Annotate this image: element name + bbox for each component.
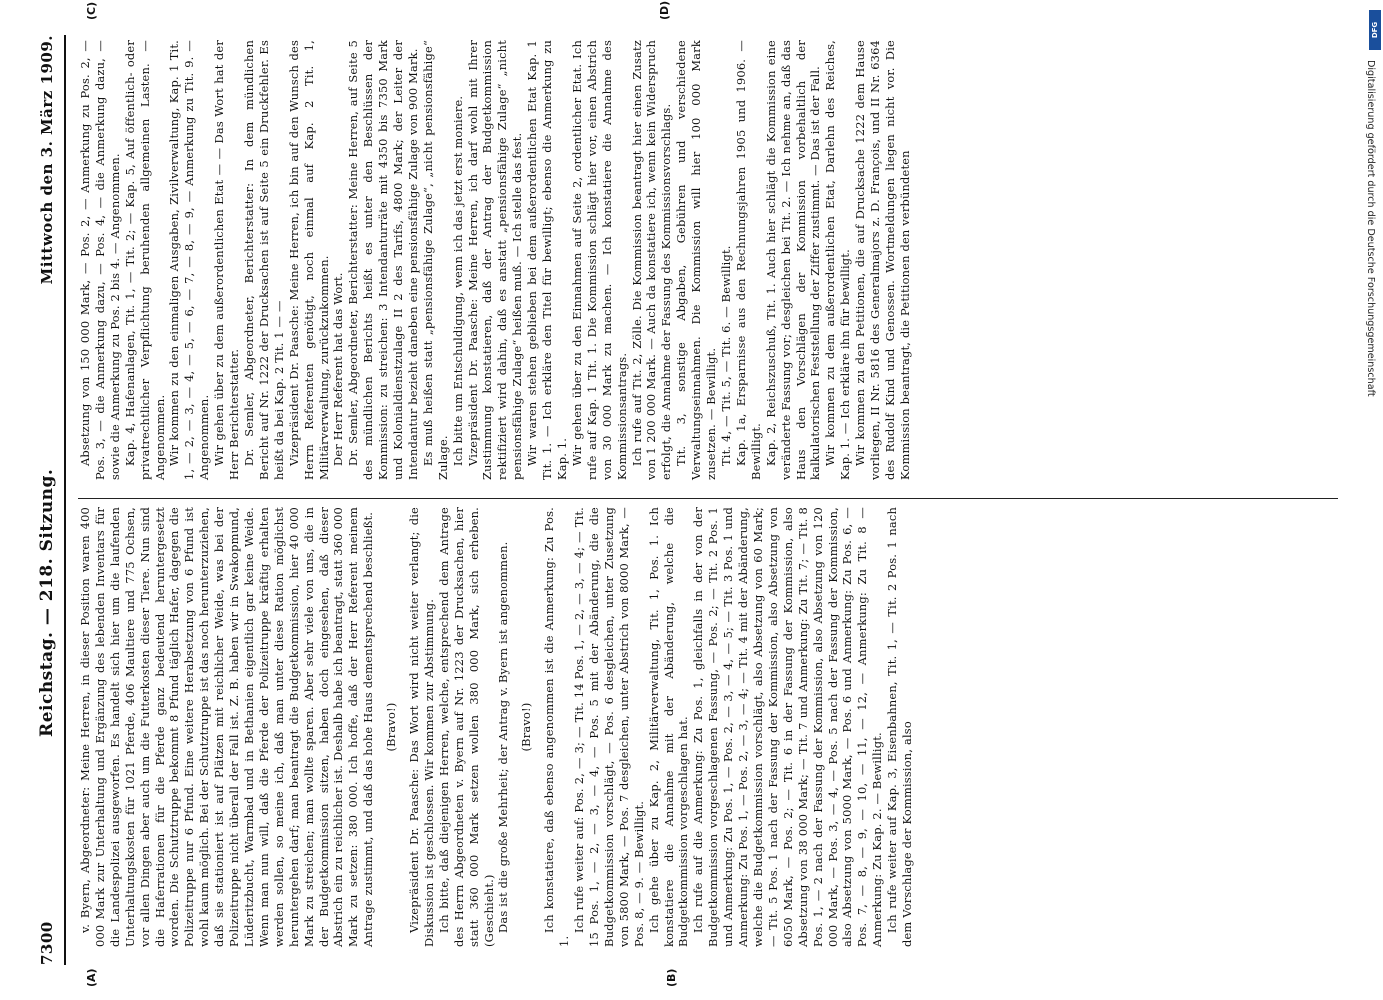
margin-marker-d: (D) <box>658 0 671 20</box>
paragraph: Vizepräsident Dr. Paasche: Das Wort wird nicht weiter verlangt; die Diskussion ist geschlossen. Wir kommen zur Abstimmung. <box>407 507 436 947</box>
paragraph: Ich rufe weiter auf: Pos. 2, — 3; — Tit. 14 Pos. 1, — 2, — 3, — 4; — Tit. 15 Pos. 1, — 2, — 3, — 4, — Pos. 5 mit der Abänderung, die die Budgetkommission vorschlägt, — Pos. 6 desgleichen, unter Zusetzung von 5800 Mark, — Pos. 7 desgleichen, unter Abstrich von 8000 Mark, — Pos. 8, — 9. — Bewilligt. <box>572 507 646 947</box>
funding-note: Digitalisierung gefördert durch die Deutsche Forschungsgemeinschaft <box>1365 60 1376 397</box>
paragraph: Dr. Semler, Abgeordneter, Berichterstatter: In dem mündlichen Bericht auf Nr. 1222 der Drucksachen ist auf Seite 5 ein Druckfehler. Es heißt da bei Kap. 2 Tit. 1 — — <box>241 40 286 480</box>
paragraph: Ich bitte um Entschuldigung, wenn ich das jetzt erst moniere. <box>450 95 465 466</box>
paragraph: Ich rufe weiter auf Kap. 3, Eisenbahnen, Tit. 1, — Tit. 2 Pos. 1 nach dem Vorschlage der Kommission, also <box>885 507 915 947</box>
session-date: Mittwoch den 3. März 1909. <box>38 35 56 285</box>
page-header <box>30 35 66 965</box>
session-title: Reichstag. — 218. Sitzung. <box>37 468 57 737</box>
paragraph: Wir kommen zu den Petitionen, die auf Drucksache 1222 dem Hause vorliegen, II Nr. 5816 des Generalmajors z. D. François, und II Nr. 6364 des Rudolf Kind und Genossen. Wortmeldungen liegen nicht vor. Die Kommission beantragt, die Petitionen den verbündeten <box>853 40 912 480</box>
paragraph: Wir kommen zu den einmaligen Ausgaben, Zivilverwaltung, Kap. 1 Tit. 1, — 2, — 3, — 4, — 5, — 6, — 7, — 8, — 9, — Anmerkung zu Tit. 9. — Angenommen. <box>167 40 212 480</box>
paragraph: Wir gehen über zu dem außerordentlichen Etat — — Das Wort hat der Herr Berichterstatter. <box>212 40 242 480</box>
column-divider <box>78 498 1338 499</box>
paragraph: v. Byern, Abgeordneter: Meine Herren, in dieser Position waren 400 000 Mark zur Unterhaltung und Ergänzung des lebenden Inventars für die Landespolizei ausgeworfen. Es handelt sich hier um die laufenden Unterhaltungskosten für 1021 Pferde, 406 Maultiere und 775 Ochsen, vor allen Dingen aber auch um die Futterkosten dieser Tiere. Nun sind die Haferrationen für die Pferde ganz bedeutend heruntergesetzt worden. Die Schutztruppe bekommt 8 Pfund täglich Hafer, dagegen die Polizeitruppe nur 6 Pfund. Eine weitere Herabsetzung von 6 Pfund ist wohl kaum möglich. Bei der Schutztruppe ist das noch herunterzuziehen, daß sie stationiert ist auf Plätzen mit reichlicher Weide, was bei der Polizeitruppe nicht überall der Fall ist. Z. B. haben wir in Swakopmund, Lüderitzbucht, Warmbad und in Bethanien eigentlich gar keine Weide. Wenn man nun will, daß die Pferde der Polizeitruppe kräftig erhalten werden sollen, so meine ich, daß man unter diese Ration möglichst heruntergehen darf; man beantragt die Budgetkommission, hier 40 000 Mark zu streichen; man wollte sparen. Aber sehr viele von uns, die in der Budgetkommission sitzen, haben doch eingesehen, daß dieser Abstrich ein zu reichlicher ist. Deshalb habe ich beantragt, statt 360 000 Mark zu setzen: 380 000. Ich hoffe, daß der Herr Referent meinem Antrage zustimmt, und daß das hohe Haus dementsprechend beschließt. <box>78 507 376 947</box>
left-column <box>78 507 915 947</box>
paragraph: Ich konstatiere, daß ebenso angenommen ist die Anmerkung: Zu Pos. 1. <box>542 507 572 947</box>
paragraph: Ich bitte, daß diejenigen Herren, welche, entsprechend dem Antrage des Herrn Abgeordneten v. Byern auf Nr. 1223 der Drucksachen, hier statt 360 000 Mark setzen wollen 380 000 Mark, sich erheben. (Geschieht.) <box>436 507 496 947</box>
paragraph: Ich rufe auf Tit. 2, Zölle. Die Kommission beantragt hier einen Zusatz von 1 200 000 Mark. — Auch da konstatiere ich, wenn kein Widerspruch erfolgt, die Annahme der Fassung des Kommissionsvorschlags. <box>629 40 674 480</box>
paragraph: Wir kommen zu dem außerordentlichen Etat, Darlehn des Reiches, Kap. 1. — Ich erkläre ihn für bewilligt. <box>823 40 853 480</box>
paragraph: Absetzung von 150 000 Mark, — Pos. 2, — Anmerkung zu Pos. 2, — Pos. 3, — die Anmerkung dazu, — Pos. 4, — die Anmerkung dazu, — sowie die Anmerkung zu Pos. 2 bis 4. — Angenommen. <box>78 40 122 480</box>
dfg-logo-text: DFG <box>1371 21 1379 39</box>
paragraph: Vizepräsident Dr. Paasche: Meine Herren, ich bin auf den Wunsch des Herrn Referenten genötigt, noch einmal auf Kap. 2 Tit. 1, Militärverwaltung, zurückzukommen. <box>286 40 331 480</box>
paragraph: Kap. 1a, Ersparnisse aus den Rechnungsjahren 1905 und 1906. — Bewilligt. <box>733 40 763 480</box>
margin-marker-c: (C) <box>85 1 98 20</box>
rotated-page <box>30 0 1350 987</box>
paragraph: Kap. 4, Hafenanlagen, Tit. 1, — Tit. 2; — Kap. 5, Auf öffentlich- oder privatrechtlicher Verpflichtung beruhenden allgemeinen Lasten. — Angenommen. <box>122 40 167 480</box>
page-number: 7300 <box>38 921 56 965</box>
paragraph: Tit. 4, — Tit. 5, — Tit. 6. — Bewilligt. <box>718 245 733 466</box>
paragraph: Der Herr Referent hat das Wort. <box>331 272 346 466</box>
paragraph: Wir waren stehen geblieben bei dem außerordentlichen Etat Kap. 1 Tit. 1. — Ich erkläre den Titel für bewilligt; ebenso die Anmerkung zu Kap. 1. <box>525 40 569 480</box>
paragraph: Dr. Semler, Abgeordneter, Berichterstatter: Meine Herren, auf Seite 5 des mündlichen Berichts heißt es unter den Beschlüssen der Kommission: zu streichen: 3 Intendanturräte mit 4350 bis 7350 Mark und Kolonialdienstzulage II 2 des Tarifs, 4800 Mark; der Leiter der Intendantur bezieht daneben eine pensionsfähige Zulage von 900 Mark. <box>346 40 420 480</box>
paragraph: Tit. 3, sonstige Abgaben, Gebühren und verschiedene Verwaltungseinnahmen. Die Kommission will hier 100 000 Mark zusetzen. — Bewilligt. <box>674 40 719 480</box>
paragraph: Das ist die große Mehrheit; der Antrag v. Byern ist angenommen. <box>496 541 511 933</box>
paragraph: Ich rufe auf die Anmerkung: Zu Pos. 1, gleichfalls in der von der Budgetkommission vorgeschlagenen Fassung, — Pos. 2; — Tit. 2 Pos. 1 und Anmerkung: Zu Pos. 1, — Pos. 2, — 3, — 4, — 5; — Tit. 3 Pos. 1 und Anmerkung: Zu Pos. 1, — Pos. 2, — 3, — 4; — Tit. 4 mit der Abänderung, welche die Budgetkommission vorschlägt, also Absetzung von 60 Mark; — Tit. 5 Pos. 1 nach der Fassung der Kommission, also Absetzung von 6050 Mark, — Pos. 2; — Tit. 6 in der Fassung der Kommission, also Absetzung von 38 000 Mark; — Tit. 7 und Anmerkung: Zu Tit. 7; — Tit. 8 Pos. 1, — 2 nach der Fassung der Kommission, also Absetzung von 120 000 Mark, — Pos. 3, — 4, — Pos. 5 nach der Fassung der Kommission, also Absetzung von 5000 Mark, — Pos. 6 und Anmerkung: Zu Pos. 6, — Pos. 7, — 8, — 9, — 10, — 11, — 12, — Anmerkung: Zu Tit. 8 — Anmerkung: Zu Kap. 2. — Bewilligt. <box>691 507 885 947</box>
paragraph: Es muß heißen statt „pensionsfähige Zulage“, „nicht pensionsfähige“ Zulage. <box>420 40 450 480</box>
paragraph: Vizepräsident Dr. Paasche: Meine Herren, ich darf wohl mit Ihrer Zustimmung konstatieren, daß der Antrag der Budgetkommission rektifiziert wird dahin, daß es anstatt „pensionsfähige Zulage“ „nicht pensionsfähige Zulage“ heißen muß. — Ich stelle das fest. <box>465 40 525 480</box>
interjection: (Bravo!) <box>384 702 399 752</box>
paragraph: Ich gehe über zu Kap. 2, Militärverwaltung, Tit. 1, Pos. 1. Ich konstatiere die Annahme mit der Abänderung, welche die Budgetkommission vorgeschlagen hat. <box>646 507 691 947</box>
paragraph: Kap. 2, Reichszuschuß, Tit. 1. Auch hier schlägt die Kommission eine veränderte Fassung vor; desgleichen bei Tit. 2. — Ich nehme an, daß das Haus den Vorschlägen der Kommission vorbehaltlich der kalkulatorischen Feststellung der Ziffer zustimmt. — Das ist der Fall. <box>763 40 823 480</box>
dfg-logo <box>1369 10 1381 50</box>
interjection: (Bravo!) <box>519 702 534 752</box>
paragraph: Wir gehen über zu den Einnahmen auf Seite 2, ordentlicher Etat. Ich rufe auf Kap. 1 Tit. 1. Die Kommission schlägt hier vor, einen Abstrich von 30 000 Mark zu machen. — Ich konstatiere die Annahme des Kommissionsantrags. <box>569 40 629 480</box>
right-column <box>78 40 913 480</box>
margin-marker-b: (B) <box>665 968 678 987</box>
margin-marker-a: (A) <box>85 968 98 987</box>
